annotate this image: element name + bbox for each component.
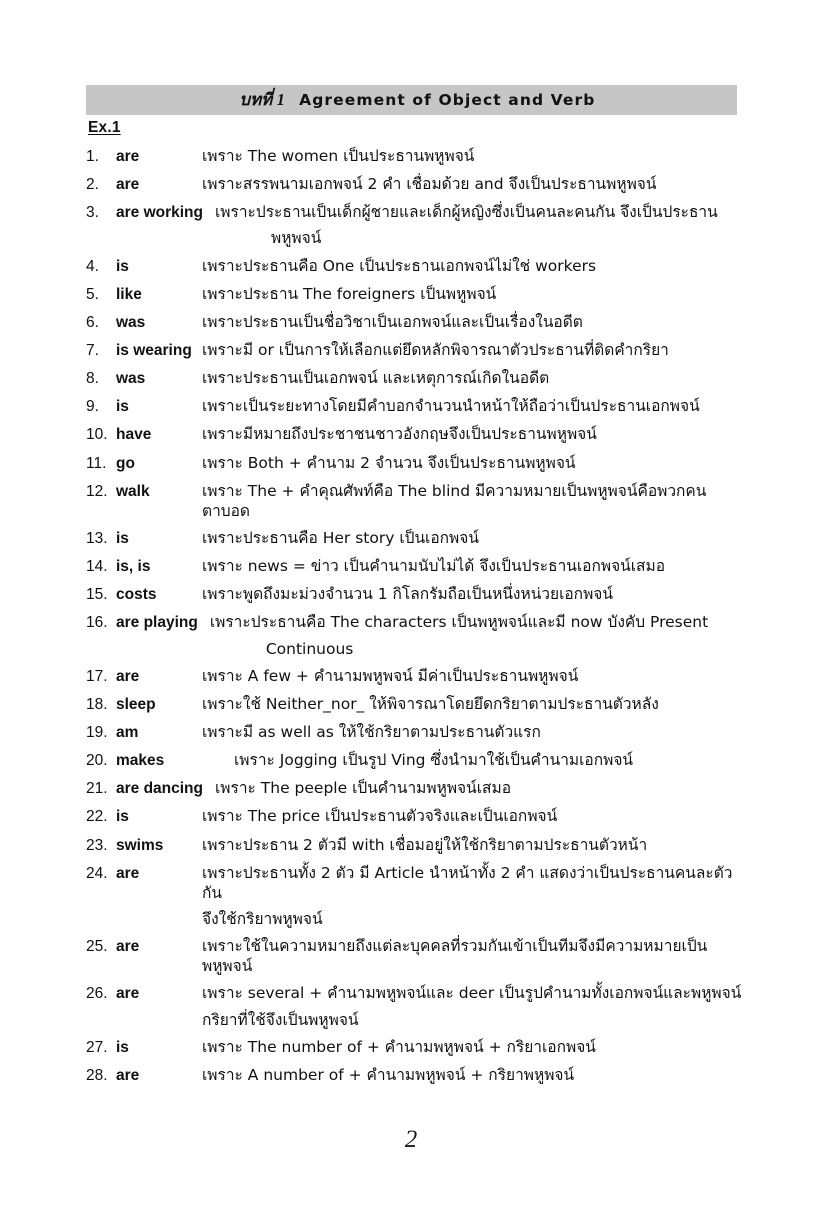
answer-row bbox=[86, 396, 746, 417]
answer-number: 14. bbox=[86, 558, 108, 576]
answer-row bbox=[86, 340, 746, 361]
answer-reason bbox=[202, 174, 746, 194]
answer-reason bbox=[202, 528, 746, 548]
chapter-title-english: Agreement of Object and Verb bbox=[299, 91, 596, 109]
answer-reason bbox=[202, 806, 746, 826]
answer-reason bbox=[202, 936, 746, 976]
answer-row bbox=[86, 453, 746, 474]
answer-reason-text: เพราะ The + คำคุณศัพท์คือ The blind มีความหมายเป็นพหูพจน์คือพวกคนตาบอด bbox=[202, 481, 707, 520]
answer-list bbox=[86, 146, 746, 1093]
answer-reason-continuation: จึงใช้กริยาพหูพจน์ bbox=[202, 909, 323, 928]
answer-reason-text: เพราะใช้ในความหมายถึงแต่ละบุคคลที่รวมกันเข้าเป็นทีมจึงมีความหมายเป็นพหูพจน์ bbox=[202, 937, 708, 976]
answer-number: 13. bbox=[86, 529, 108, 547]
answer-number: 4. bbox=[86, 257, 99, 275]
answer-reason-text: เพราะ Both + คำนาม 2 จำนวน จึงเป็นประธานพหูพจน์ bbox=[202, 453, 576, 472]
answer-verb: is bbox=[116, 398, 129, 416]
answer-verb: are bbox=[116, 667, 140, 685]
answer-number: 16. bbox=[86, 614, 108, 632]
answer-verb: are bbox=[116, 176, 140, 194]
answer-verb: like bbox=[116, 285, 142, 303]
answer-number: 22. bbox=[86, 808, 108, 826]
answer-number: 27. bbox=[86, 1038, 108, 1056]
answer-number: 21. bbox=[86, 780, 108, 798]
answer-reason-text: เพราะใช้ Neither_nor_ ให้พิจารณาโดยยึดกริยาตามประธานตัวหลัง bbox=[202, 694, 659, 713]
answer-reason-continuation: พหูพจน์ bbox=[271, 229, 322, 248]
answer-reason-continuation: กริยาที่ใช้จึงเป็นพหูพจน์ bbox=[202, 1010, 359, 1029]
answer-row bbox=[86, 722, 746, 743]
answer-verb: are bbox=[116, 985, 140, 1003]
answer-verb: costs bbox=[116, 586, 157, 604]
answer-verb: swims bbox=[116, 836, 164, 854]
answer-reason-text: เพราะ The peeple เป็นคำนามพหูพจน์เสมอ bbox=[215, 779, 512, 798]
answer-reason-text: เพราะประธานเป็นชื่อวิชาเป็นเอกพจน์และเป็นเรื่องในอดีต bbox=[202, 312, 583, 331]
answer-verb: are bbox=[116, 938, 140, 956]
answer-verb: are working bbox=[116, 204, 203, 222]
answer-verb: is wearing bbox=[116, 341, 192, 359]
answer-number: 9. bbox=[86, 398, 99, 416]
answer-verb: was bbox=[116, 313, 146, 331]
answer-reason-text: เพราะ The women เป็นประธานพหูพจน์ bbox=[202, 147, 475, 165]
answer-verb: walk bbox=[116, 482, 150, 500]
answer-reason bbox=[202, 284, 746, 304]
answer-reason bbox=[202, 863, 746, 929]
answer-row bbox=[86, 312, 746, 333]
answer-reason bbox=[202, 835, 746, 855]
answer-row bbox=[86, 835, 746, 856]
answer-reason-text: เพราะมี as well as ให้ใช้กริยาตามประธานตัวแรก bbox=[202, 722, 541, 741]
answer-number: 26. bbox=[86, 985, 108, 1003]
answer-number: 19. bbox=[86, 723, 108, 741]
answer-verb: is bbox=[116, 257, 129, 275]
answer-reason-text: เพราะพูดถึงมะม่วงจำนวน 1 กิโลกรัมถือเป็นหนึ่งหน่วยเอกพจน์ bbox=[202, 585, 613, 604]
answer-number: 24. bbox=[86, 864, 108, 882]
answer-verb: is, is bbox=[116, 558, 151, 576]
answer-number: 25. bbox=[86, 938, 108, 956]
answer-reason-continuation: Continuous bbox=[265, 639, 354, 658]
chapter-header-bar bbox=[86, 85, 737, 115]
answer-number: 23. bbox=[86, 836, 108, 854]
answer-row bbox=[86, 666, 746, 687]
answer-number: 7. bbox=[86, 341, 99, 359]
answer-row bbox=[86, 806, 746, 827]
answer-row bbox=[86, 202, 746, 248]
answer-reason bbox=[202, 983, 746, 1029]
answer-reason bbox=[210, 612, 746, 658]
answer-row bbox=[86, 146, 746, 167]
answer-reason-text: เพราะประธานเป็นเอกพจน์ และเหตุการณ์เกิดในอดีต bbox=[202, 369, 550, 388]
chapter-number-thai: บทที่ 1 bbox=[239, 90, 286, 109]
answer-reason bbox=[202, 312, 746, 332]
answer-verb: have bbox=[116, 426, 152, 444]
answer-number: 11. bbox=[86, 454, 107, 472]
answer-row bbox=[86, 983, 746, 1029]
answer-reason-text: เพราะ Jogging เป็นรูป Ving ซึ่งนำมาใช้เป็นคำนามเอกพจน์ bbox=[234, 751, 634, 770]
answer-reason bbox=[202, 146, 746, 166]
answer-row bbox=[86, 528, 746, 549]
answer-row bbox=[86, 368, 746, 389]
answer-reason-text: เพราะประธานคือ One เป็นประธานเอกพจน์ไม่ใช่ workers bbox=[202, 256, 597, 275]
answer-reason bbox=[202, 256, 746, 276]
answer-verb: am bbox=[116, 723, 139, 741]
answer-row bbox=[86, 863, 746, 929]
answer-number: 10. bbox=[86, 426, 108, 444]
answer-verb: are playing bbox=[116, 614, 198, 632]
exercise-label: Ex.1 bbox=[88, 119, 121, 136]
answer-reason-text: เพราะ The number of + คำนามพหูพจน์ + กริยาเอกพจน์ bbox=[202, 1037, 596, 1056]
answer-reason bbox=[202, 396, 746, 416]
answer-reason bbox=[202, 556, 746, 576]
answer-verb: go bbox=[116, 454, 135, 472]
answer-number: 6. bbox=[86, 313, 99, 331]
answer-reason bbox=[202, 584, 746, 604]
answer-number: 1. bbox=[86, 148, 99, 165]
answer-reason-text: เพราะประธาน The foreigners เป็นพหูพจน์ bbox=[202, 284, 497, 303]
answer-reason-text: เพราะประธานคือ The characters เป็นพหูพจน์และมี now บังคับ Present bbox=[209, 613, 709, 632]
answer-row bbox=[86, 936, 746, 976]
answer-reason bbox=[202, 666, 746, 686]
answer-reason bbox=[202, 340, 746, 360]
answer-number: 15. bbox=[86, 586, 108, 604]
answer-reason bbox=[202, 368, 746, 388]
answer-row bbox=[86, 778, 746, 799]
answer-reason-text: เพราะ news = ข่าว เป็นคำนามนับไม่ได้ จึงเป็นประธานเอกพจน์เสมอ bbox=[202, 557, 666, 576]
answer-verb: is bbox=[116, 529, 129, 547]
answer-number: 28. bbox=[86, 1066, 108, 1084]
answer-number: 3. bbox=[86, 204, 99, 222]
answer-reason bbox=[202, 1037, 746, 1057]
page-number: 2 bbox=[404, 1126, 418, 1153]
answer-reason bbox=[202, 722, 746, 742]
answer-reason bbox=[202, 1065, 746, 1085]
answer-reason bbox=[202, 694, 746, 714]
answer-row bbox=[86, 256, 746, 277]
answer-number: 12. bbox=[86, 482, 108, 500]
answer-verb: are bbox=[116, 864, 140, 882]
answer-reason-text: เพราะประธาน 2 ตัวมี with เชื่อมอยู่ให้ใช้กริยาตามประธานตัวหน้า bbox=[202, 835, 648, 854]
chapter-header-inner bbox=[240, 87, 596, 113]
answer-verb: are bbox=[116, 1066, 140, 1084]
answer-row bbox=[86, 284, 746, 305]
answer-number: 5. bbox=[86, 285, 99, 303]
answer-row bbox=[86, 1065, 746, 1086]
answer-row bbox=[86, 584, 746, 605]
answer-verb: are bbox=[116, 148, 140, 165]
answer-verb: are dancing bbox=[116, 780, 203, 798]
answer-reason-text: เพราะประธานทั้ง 2 ตัว มี Article นำหน้าทั้ง 2 คำ แสดงว่าเป็นประธานคนละตัวกัน bbox=[202, 863, 733, 902]
answer-reason bbox=[215, 778, 746, 798]
answer-row bbox=[86, 694, 746, 715]
answer-row bbox=[86, 424, 746, 445]
answer-reason bbox=[215, 202, 746, 248]
answer-row bbox=[86, 174, 746, 195]
answer-number: 2. bbox=[86, 176, 99, 194]
answer-number: 17. bbox=[86, 667, 108, 685]
answer-reason-text: เพราะสรรพนามเอกพจน์ 2 คำ เชื่อมด้วย and จึงเป็นประธานพหูพจน์ bbox=[202, 175, 657, 194]
answer-number: 18. bbox=[86, 695, 108, 713]
answer-number: 20. bbox=[86, 752, 108, 770]
answer-reason-text: เพราะ A few + คำนามพหูพจน์ มีค่าเป็นประธานพหูพจน์ bbox=[202, 666, 579, 685]
answer-reason bbox=[202, 481, 746, 521]
answer-row bbox=[86, 612, 746, 658]
answer-reason-text: เพราะ several + คำนามพหูพจน์และ deer เป็นรูปคำนามทั้งเอกพจน์และพหูพจน์ bbox=[202, 984, 742, 1003]
answer-verb: was bbox=[116, 370, 146, 388]
answer-reason bbox=[202, 453, 746, 473]
answer-verb: makes bbox=[116, 752, 165, 770]
answer-reason bbox=[234, 750, 746, 770]
answer-verb: is bbox=[116, 1038, 129, 1056]
answer-reason-text: เพราะประธานเป็นเด็กผู้ชายและเด็กผู้หญิงซึ่งเป็นคนละคนกัน จึงเป็นประธาน bbox=[215, 203, 718, 222]
answer-row bbox=[86, 481, 746, 521]
answer-reason-text: เพราะเป็นระยะทางโดยมีคำบอกจำนวนนำหน้าให้ถือว่าเป็นประธานเอกพจน์ bbox=[202, 397, 700, 416]
answer-row bbox=[86, 750, 746, 771]
answer-row bbox=[86, 556, 746, 577]
answer-reason-text: เพราะ A number of + คำนามพหูพจน์ + กริยาพหูพจน์ bbox=[202, 1065, 575, 1084]
answer-verb: sleep bbox=[116, 695, 156, 713]
answer-row bbox=[86, 1037, 746, 1058]
answer-reason-text: เพราะมีหมายถึงประชาชนชาวอังกฤษจึงเป็นประธานพหูพจน์ bbox=[202, 425, 597, 444]
answer-reason-text: เพราะมี or เป็นการให้เลือกแต่ยึดหลักพิจารณาตัวประธานที่ติดคำกริยา bbox=[202, 340, 669, 359]
answer-number: 8. bbox=[86, 370, 99, 388]
answer-reason-text: เพราะ The price เป็นประธานตัวจริงและเป็นเอกพจน์ bbox=[202, 807, 558, 826]
answer-reason bbox=[202, 424, 746, 444]
answer-verb: is bbox=[116, 808, 129, 826]
answer-reason-text: เพราะประธานคือ Her story เป็นเอกพจน์ bbox=[202, 528, 479, 547]
